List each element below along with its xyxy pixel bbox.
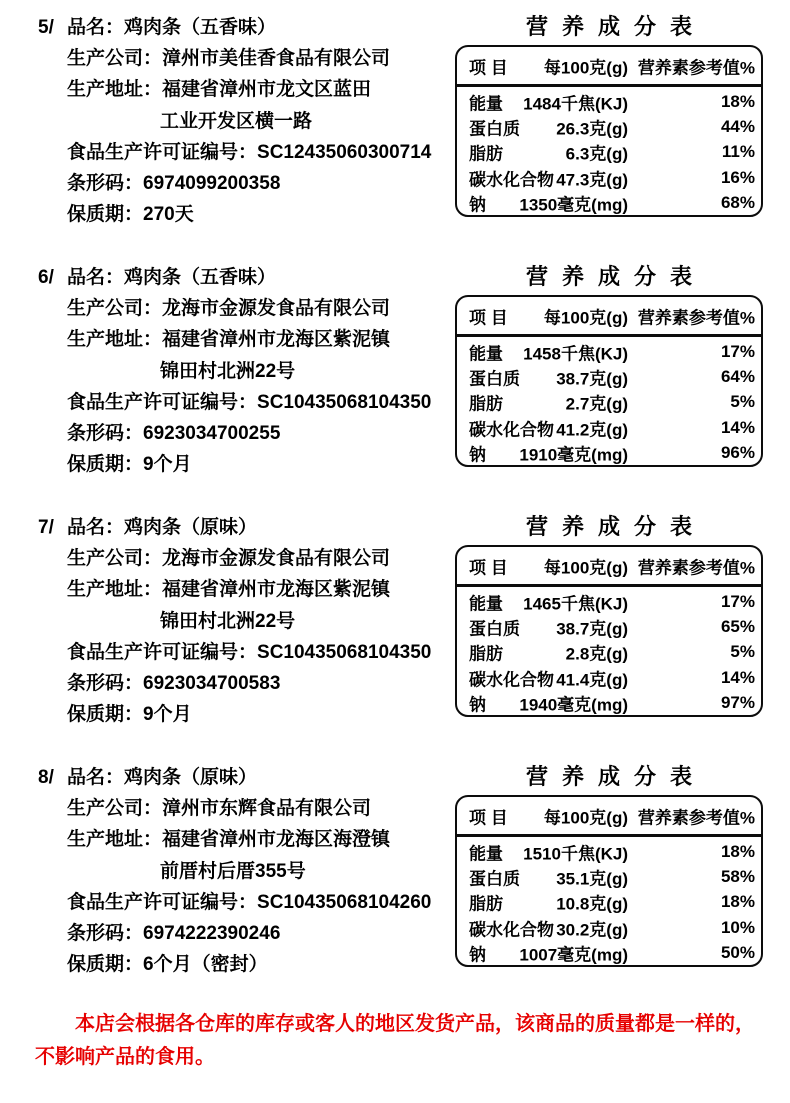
company-label: 生产公司： [67, 48, 163, 70]
address-value-2: 锦田村北洲22号 [160, 360, 296, 382]
product-section [0, 512, 790, 762]
nutrient-amount: 2.7克(g) [565, 394, 628, 414]
products [0, 12, 790, 1012]
name-field [67, 512, 257, 543]
nutrient-amount: 38.7克(g) [556, 369, 628, 389]
nutrition-row-protein [457, 614, 761, 639]
address-line-1 [38, 574, 431, 605]
company-line [38, 293, 431, 324]
nutrition-panel [455, 764, 763, 967]
shelf-life-line [38, 949, 431, 980]
nutrient-nrv: 65% [720, 617, 755, 637]
shelf-life-line [38, 699, 431, 730]
nutrition-row-protein [457, 114, 761, 139]
product-name: 鸡肉条（五香味） [124, 267, 277, 288]
nutrition-row-energy [457, 589, 761, 614]
shelf-life-label: 保质期： [67, 704, 144, 726]
nutrient-nrv: 10% [720, 917, 755, 937]
name-field [67, 762, 257, 793]
nutrition-table [455, 45, 763, 217]
address-line-2 [38, 856, 431, 887]
header-nrv: 营养素参考值% [637, 58, 755, 77]
nutrition-table-title: 营养成分表 [525, 514, 706, 539]
product-section [0, 762, 790, 1012]
shelf-life-label: 保质期： [67, 204, 144, 226]
product-name-line [38, 512, 431, 543]
license-label: 食品生产许可证编号： [67, 891, 258, 913]
barcode-line [38, 418, 431, 449]
address-value-2: 前厝村后厝355号 [160, 860, 306, 882]
name-label: 品名： [67, 517, 125, 538]
license-label: 食品生产许可证编号： [67, 141, 258, 163]
nutrition-row-sodium [457, 691, 761, 716]
nutrient-amount: 1458千焦(KJ) [523, 344, 628, 364]
company-label: 生产公司： [67, 548, 163, 570]
nutrition-table-body [457, 587, 761, 716]
name-label: 品名： [67, 767, 125, 788]
nutrient-name: 蛋白质 [469, 119, 520, 139]
nutrient-name: 蛋白质 [469, 869, 520, 889]
nutrient-amount: 38.7克(g) [556, 619, 628, 639]
nutrient-amount: 30.2克(g) [556, 920, 628, 940]
nutrition-table [455, 545, 763, 717]
barcode-label: 条形码： [67, 422, 144, 444]
nutrient-name: 蛋白质 [469, 619, 520, 639]
barcode-label: 条形码： [67, 922, 144, 944]
shelf-life-line [38, 449, 431, 480]
nutrient-name: 脂肪 [469, 144, 503, 164]
nutrition-row-carbohydrate [457, 165, 761, 190]
nutrition-row-sodium [457, 441, 761, 466]
header-nrv: 营养素参考值% [637, 308, 755, 327]
address-line-2 [38, 606, 431, 637]
company-name: 漳州市美佳香食品有限公司 [162, 48, 391, 70]
shipping-note: 本店会根据各仓库的库存或客人的地区发货产品，该商品的质量都是一样的，不影响产品的食用。 [35, 1013, 755, 1068]
nutrient-amount: 6.3克(g) [565, 144, 628, 164]
nutrient-nrv: 64% [720, 367, 755, 387]
nutrient-nrv: 14% [720, 667, 755, 687]
address-label: 生产地址： [67, 829, 163, 851]
nutrient-amount: 41.4克(g) [556, 670, 628, 690]
barcode-line [38, 918, 431, 949]
company-label: 生产公司： [67, 798, 163, 820]
address-value-1: 福建省漳州市龙海区海澄镇 [162, 829, 391, 851]
nutrient-nrv: 14% [720, 417, 755, 437]
nutrient-nrv: 18% [720, 892, 755, 912]
address-value-1: 福建省漳州市龙海区紫泥镇 [162, 579, 391, 601]
license-line [38, 137, 431, 168]
nutrition-table-header [457, 797, 761, 837]
product-info [38, 262, 431, 480]
license-line [38, 887, 431, 918]
nutrition-table-title: 营养成分表 [525, 264, 706, 289]
nutrient-name: 钠 [469, 945, 486, 965]
nutrient-nrv: 16% [720, 167, 755, 187]
product-info [38, 512, 431, 730]
nutrient-amount: 1484千焦(KJ) [523, 94, 628, 114]
product-number: 6/ [38, 267, 54, 288]
address-line-1 [38, 324, 431, 355]
nutrition-table-header [457, 47, 761, 87]
address-value-1: 福建省漳州市龙文区蓝田 [162, 79, 372, 101]
nutrient-nrv: 17% [720, 591, 755, 611]
shelf-life-value: 6个月（密封） [143, 954, 268, 976]
nutrient-name: 钠 [469, 445, 486, 465]
license-number: SC10435068104260 [257, 891, 432, 913]
shelf-life-value: 9个月 [143, 454, 192, 476]
nutrition-row-protein [457, 364, 761, 389]
address-value-2: 锦田村北洲22号 [160, 610, 296, 632]
product-name: 鸡肉条（原味） [124, 767, 258, 788]
nutrition-row-carbohydrate [457, 415, 761, 440]
nutrition-table-header [457, 547, 761, 587]
address-line-1 [38, 824, 431, 855]
nutrient-name: 能量 [469, 844, 503, 864]
nutrition-table-body [457, 87, 761, 216]
barcode-number: 6974099200358 [143, 172, 281, 194]
nutrient-amount: 10.8克(g) [556, 894, 628, 914]
company-line [38, 793, 431, 824]
product-section [0, 262, 790, 512]
nutrient-amount: 1007毫克(mg) [519, 945, 628, 965]
nutrient-name: 能量 [469, 344, 503, 364]
product-name-line [38, 762, 431, 793]
nutrient-name: 能量 [469, 94, 503, 114]
nutrient-nrv: 5% [730, 642, 755, 662]
header-per-100g: 每100克(g) [543, 58, 628, 77]
company-name: 龙海市金源发食品有限公司 [162, 298, 391, 320]
nutrient-name: 蛋白质 [469, 369, 520, 389]
product-number: 8/ [38, 767, 54, 788]
company-label: 生产公司： [67, 298, 163, 320]
address-line-2 [38, 356, 431, 387]
barcode-number: 6923034700255 [143, 422, 281, 444]
nutrient-name: 碳水化合物 [469, 670, 554, 690]
license-number: SC12435060300714 [257, 141, 432, 163]
license-number: SC10435068104350 [257, 641, 432, 663]
product-name-line [38, 12, 431, 43]
nutrient-amount: 41.2克(g) [556, 420, 628, 440]
product-info [38, 762, 431, 980]
nutrient-amount: 1910毫克(mg) [519, 445, 628, 465]
nutrient-amount: 1465千焦(KJ) [523, 594, 628, 614]
address-value-1: 福建省漳州市龙海区紫泥镇 [162, 329, 391, 351]
nutrient-name: 碳水化合物 [469, 920, 554, 940]
license-number: SC10435068104350 [257, 391, 432, 413]
barcode-line [38, 668, 431, 699]
nutrition-row-protein [457, 864, 761, 889]
nutrition-table-header [457, 297, 761, 337]
nutrition-row-fat [457, 140, 761, 165]
shelf-life-value: 270天 [143, 204, 194, 226]
nutrient-nrv: 96% [720, 443, 755, 463]
header-nrv: 营养素参考值% [637, 558, 755, 577]
barcode-label: 条形码： [67, 172, 144, 194]
address-label: 生产地址： [67, 329, 163, 351]
nutrition-row-fat [457, 390, 761, 415]
nutrition-row-sodium [457, 941, 761, 966]
address-value-2: 工业开发区横一路 [160, 110, 313, 132]
name-label: 品名： [67, 17, 125, 38]
nutrition-table-title: 营养成分表 [525, 764, 706, 789]
license-line [38, 637, 431, 668]
license-label: 食品生产许可证编号： [67, 391, 258, 413]
nutrition-panel [455, 14, 763, 217]
address-label: 生产地址： [67, 79, 163, 101]
nutrient-name: 碳水化合物 [469, 170, 554, 190]
nutrient-nrv: 68% [720, 193, 755, 213]
name-field [67, 262, 276, 293]
nutrition-row-fat [457, 890, 761, 915]
header-item: 项 目 [469, 558, 508, 577]
shelf-life-label: 保质期： [67, 954, 144, 976]
barcode-number: 6923034700583 [143, 672, 281, 694]
nutrient-amount: 35.1克(g) [556, 869, 628, 889]
nutrient-name: 能量 [469, 594, 503, 614]
nutrition-row-energy [457, 89, 761, 114]
header-per-100g: 每100克(g) [543, 308, 628, 327]
nutrition-row-energy [457, 339, 761, 364]
nutrient-name: 脂肪 [469, 394, 503, 414]
barcode-label: 条形码： [67, 672, 144, 694]
product-section [0, 12, 790, 262]
nutrition-row-carbohydrate [457, 665, 761, 690]
nutrient-nrv: 97% [720, 693, 755, 713]
nutrition-row-carbohydrate [457, 915, 761, 940]
nutrient-amount: 47.3克(g) [556, 170, 628, 190]
product-info [38, 12, 431, 230]
nutrition-panel [455, 264, 763, 467]
header-per-100g: 每100克(g) [543, 558, 628, 577]
nutrition-table [455, 295, 763, 467]
nutrient-amount: 1510千焦(KJ) [523, 844, 628, 864]
nutrient-amount: 1940毫克(mg) [519, 695, 628, 715]
header-nrv: 营养素参考值% [637, 808, 755, 827]
nutrient-amount: 26.3克(g) [556, 119, 628, 139]
barcode-line [38, 168, 431, 199]
shelf-life-label: 保质期： [67, 454, 144, 476]
product-name: 鸡肉条（原味） [124, 517, 258, 538]
nutrient-nrv: 44% [720, 117, 755, 137]
product-number: 5/ [38, 17, 54, 38]
nutrient-name: 脂肪 [469, 894, 503, 914]
name-label: 品名： [67, 267, 125, 288]
product-name-line [38, 262, 431, 293]
header-per-100g: 每100克(g) [543, 808, 628, 827]
nutrient-nrv: 5% [730, 392, 755, 412]
nutrient-nrv: 50% [720, 943, 755, 963]
company-line [38, 543, 431, 574]
nutrient-nrv: 11% [721, 142, 755, 162]
header-item: 项 目 [469, 808, 508, 827]
nutrition-table [455, 795, 763, 967]
address-line-2 [38, 106, 431, 137]
nutrition-row-fat [457, 640, 761, 665]
company-name: 漳州市东辉食品有限公司 [162, 798, 372, 820]
license-line [38, 387, 431, 418]
product-number: 7/ [38, 517, 54, 538]
nutrient-amount: 1350毫克(mg) [519, 195, 628, 215]
nutrient-nrv: 58% [720, 867, 755, 887]
nutrient-name: 脂肪 [469, 644, 503, 664]
nutrient-name: 钠 [469, 695, 486, 715]
company-line [38, 43, 431, 74]
address-label: 生产地址： [67, 579, 163, 601]
license-label: 食品生产许可证编号： [67, 641, 258, 663]
nutrient-nrv: 18% [720, 91, 755, 111]
nutrition-table-body [457, 837, 761, 966]
header-item: 项 目 [469, 58, 508, 77]
product-name: 鸡肉条（五香味） [124, 17, 277, 38]
address-line-1 [38, 74, 431, 105]
name-field [67, 12, 276, 43]
shelf-life-line [38, 199, 431, 230]
nutrition-panel [455, 514, 763, 717]
nutrition-table-body [457, 337, 761, 466]
barcode-number: 6974222390246 [143, 922, 281, 944]
nutrition-row-sodium [457, 191, 761, 216]
nutrient-nrv: 18% [720, 841, 755, 861]
nutrient-amount: 2.8克(g) [565, 644, 628, 664]
shelf-life-value: 9个月 [143, 704, 192, 726]
nutrition-table-title: 营养成分表 [525, 14, 706, 39]
nutrient-name: 碳水化合物 [469, 420, 554, 440]
company-name: 龙海市金源发食品有限公司 [162, 548, 391, 570]
nutrient-nrv: 17% [720, 341, 755, 361]
nutrition-row-energy [457, 839, 761, 864]
header-item: 项 目 [469, 308, 508, 327]
nutrient-name: 钠 [469, 195, 486, 215]
